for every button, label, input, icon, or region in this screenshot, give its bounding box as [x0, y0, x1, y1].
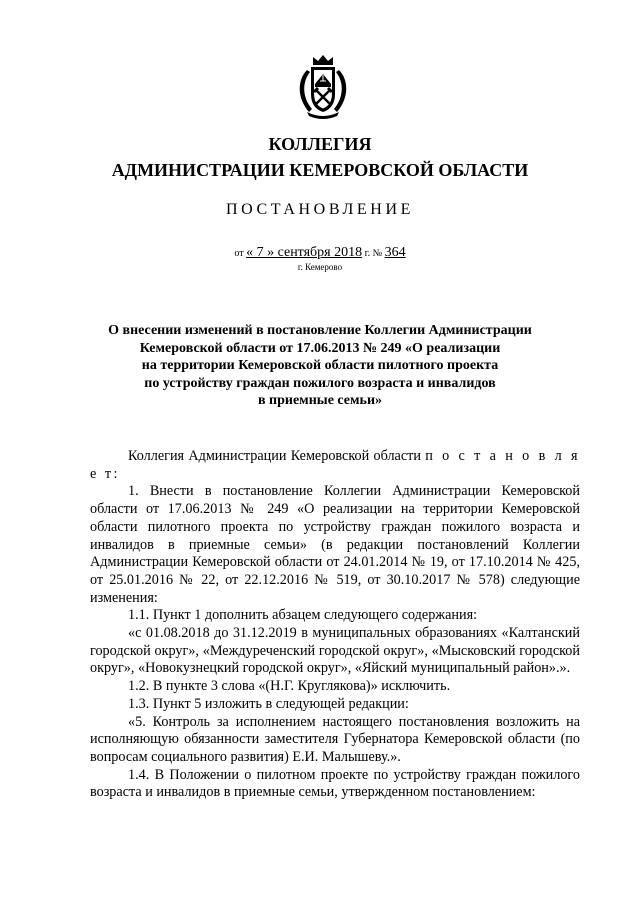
date-line [0, 245, 640, 261]
intro-paragraph [90, 448, 580, 483]
title-line: О внесении изменений в постановление Коллегии Администрации [108, 323, 532, 338]
title-line: на территории Кемеровской области пилотного проекта [141, 358, 499, 374]
intro-resolves: п о с т а н о в л я е т: [90, 448, 580, 482]
date-year-suffix: г. [364, 248, 371, 259]
intro-lead: Коллегия Администрации Кемеровской области [128, 448, 421, 464]
paragraph-1-2: 1.2. В пункте 3 слова «(Н.Г. Круглякова)» исключить. [128, 678, 451, 695]
title-line: в приемные семьи» [257, 393, 383, 409]
document-title [100, 322, 540, 410]
paragraph-1-4: 1.4. В Положении о пилотном проекте по устройству граждан пожилого возраста и инвалидов в приемные семьи, утвержденном постановлением: [90, 766, 580, 801]
org-name-line1: КОЛЛЕГИЯ [268, 134, 372, 154]
title-line: по устройству граждан пожилого возраста и инвалидов [144, 375, 496, 391]
document-number: 364 [384, 245, 406, 260]
title-line: Кемеровской области от 17.06.2013 № 249 «О реализации [139, 340, 501, 356]
paragraph-1: 1. Внести в постановление Коллегии Администрации Кемеровской области от 17.06.2013 № 249 «О реализации на территории Кемеровской области пилотного проекта по устройству граждан пожилого возраста и инвалидов в приемные семьи» (в редакции постановлений Коллегии Администрации Кемеровской области от 24.01.2014 № 19, от 17.10.2014 № 425, от 25.01.2016 № 22, от 22.12.2016 № 519, от 30.10.2017 № 578) следующие изменения: [90, 483, 580, 606]
org-name-line2: АДМИНИСТРАЦИИ КЕМЕРОВСКОЙ ОБЛАСТИ [111, 160, 529, 180]
paragraph-1-3-quote: «5. Контроль за исполнением настоящего постановления возложить на исполняющую обязанности заместителя Губернатора Кемеровской области (по вопросам социального развития) Е.И. Малышеву.». [90, 713, 580, 765]
coat-of-arms-icon [293, 54, 353, 120]
paragraph-1-1-quote: «с 01.08.2018 до 31.12.2019 в муниципальных образованиях «Калтанский городской округ», «Междуреченский городской округ», «Мысковский городской округ», «Новокузнецкий городской округ», «Яйский муниципальный район».». [90, 625, 580, 677]
city-name: г. Кемерово [297, 262, 343, 272]
document-body [90, 448, 580, 802]
document-type: ПОСТАНОВЛЕНИЕ [226, 201, 414, 218]
paragraph-1-1: 1.1. Пункт 1 дополнить абзацем следующего содержания: [128, 607, 478, 624]
date-value: « 7 » сентября 2018 [246, 245, 363, 260]
paragraph-1-3: 1.3. Пункт 5 изложить в следующей редакции: [128, 695, 409, 712]
number-sign: № [372, 248, 383, 259]
date-prefix: от [234, 248, 244, 259]
